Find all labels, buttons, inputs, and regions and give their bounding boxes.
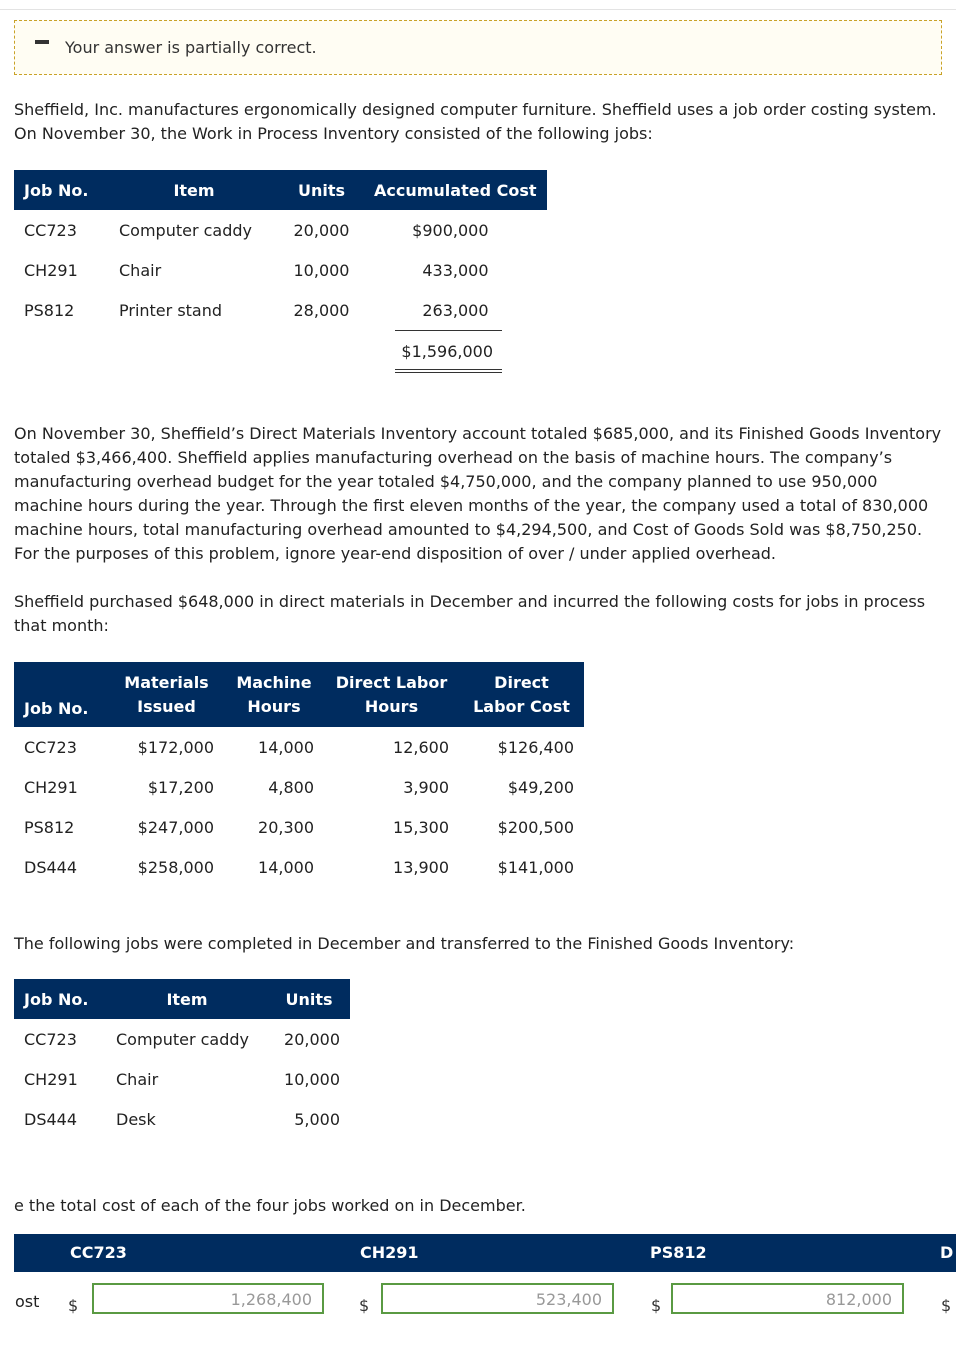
dec-header-machine: Machine Hours [224, 662, 324, 727]
table-row [14, 1019, 350, 1059]
completed-header-row [14, 979, 350, 1019]
table-row [14, 847, 584, 887]
table-cell: $247,000 [137, 817, 214, 837]
answer-col-ds444: D [940, 1243, 954, 1262]
table-cell: 13,900 [393, 857, 449, 877]
table-cell: 3,900 [403, 777, 449, 797]
wip-table [14, 170, 547, 330]
table-cell: $200,500 [497, 817, 574, 837]
total-double-underline [395, 369, 502, 373]
table-cell: $141,000 [497, 857, 574, 877]
table-cell: 12,600 [393, 737, 449, 757]
table-cell: CH291 [24, 1069, 78, 1089]
answer-col-ch291: CH291 [360, 1243, 419, 1262]
wip-header-cost: Accumulated Cost [364, 170, 547, 210]
table-cell: Computer caddy [116, 1029, 250, 1049]
overhead-paragraph: On November 30, Sheffield’s Direct Materials Inventory account totaled $685,000, and its Finished Goods Inventory totaled $3,466,400. Sheffield applies manufacturing overhead on the basis of machine hours. The company’s manufacturing overhead budget for the year totaled $4,750,000, and the company planned to use 950,000 machine hours during the year. Through the first eleven months of the year, the company used a total of 830,000 machine hours, total manufacturing overhead amounted to $4,294,500, and Cost of Goods Sold was $8,750,250. For the purposes of this problem, ignore year-end disposition of over / under applied overhead. [14, 424, 942, 563]
dec-header-row [14, 662, 584, 727]
table-cell: CC723 [24, 220, 77, 240]
cc723-cost-input[interactable]: 1,268,400 [92, 1283, 324, 1314]
ch291-cost-input[interactable]: 523,400 [381, 1283, 614, 1314]
table-cell: 20,000 [293, 220, 350, 240]
question-text: e the total cost of each of the four jobs worked on in December. [14, 1196, 526, 1215]
table-cell: CH291 [24, 777, 78, 797]
table-cell: CC723 [24, 1029, 77, 1049]
wip-header-row [14, 170, 547, 210]
table-cell: PS812 [24, 300, 75, 320]
wip-header-item: Item [109, 170, 279, 210]
completed-header-units: Units [268, 979, 350, 1019]
table-cell: Desk [116, 1109, 156, 1129]
table-cell: Computer caddy [119, 220, 253, 240]
wip-total: $1,596,000 [401, 342, 493, 361]
table-cell: 4,800 [268, 777, 314, 797]
dec-header-dl-hours: Direct Labor Hours [324, 662, 459, 727]
partial-indicator-icon [35, 40, 49, 44]
completed-jobs-table [14, 979, 350, 1139]
table-cell: DS444 [24, 1109, 78, 1129]
table-cell: CC723 [24, 737, 77, 757]
table-row [14, 210, 547, 250]
table-row [14, 290, 547, 330]
ps812-cost-input[interactable]: 812,000 [671, 1283, 904, 1314]
currency-symbol: $ [941, 1296, 952, 1315]
dec-header-dl-cost: Direct Labor Cost [459, 662, 584, 727]
table-cell: CH291 [24, 260, 78, 280]
table-cell: DS444 [24, 857, 78, 877]
table-cell: 10,000 [293, 260, 350, 280]
completed-header-item: Item [106, 979, 268, 1019]
subtotal-underline [395, 330, 502, 331]
completed-header-job: Job No. [14, 979, 106, 1019]
table-cell: $258,000 [137, 857, 214, 877]
completed-paragraph: The following jobs were completed in December and transferred to the Finished Goods Inventory: [14, 934, 795, 953]
table-cell: 14,000 [258, 857, 314, 877]
table-row [14, 727, 584, 767]
table-cell: PS812 [24, 817, 75, 837]
table-cell: $17,200 [147, 777, 214, 797]
feedback-banner [14, 20, 942, 75]
table-cell: $49,200 [507, 777, 574, 797]
table-cell: 15,300 [393, 817, 449, 837]
table-cell: 10,000 [284, 1069, 340, 1089]
table-cell: 20,000 [284, 1029, 340, 1049]
answer-col-ps812: PS812 [650, 1243, 707, 1262]
table-row [14, 250, 547, 290]
december-costs-table [14, 662, 584, 887]
purchases-paragraph: Sheffield purchased $648,000 in direct materials in December and incurred the following costs for jobs in process that month: [14, 592, 926, 635]
currency-symbol: $ [651, 1296, 662, 1315]
currency-symbol: $ [68, 1296, 79, 1315]
table-cell: $172,000 [137, 737, 214, 757]
dec-header-materials: Materials Issued [109, 662, 224, 727]
top-divider [0, 9, 956, 10]
wip-header-job: Job No. [14, 170, 109, 210]
currency-symbol: $ [359, 1296, 370, 1315]
table-cell: Chair [116, 1069, 159, 1089]
table-cell: 263,000 [422, 300, 489, 320]
table-row [14, 767, 584, 807]
table-cell: 28,000 [293, 300, 350, 320]
wip-header-units: Units [279, 170, 364, 210]
answer-row-label: ost [15, 1292, 40, 1311]
table-cell: $126,400 [497, 737, 574, 757]
answer-header-bar [14, 1234, 956, 1272]
table-cell: 20,300 [258, 817, 314, 837]
intro-paragraph: Sheffield, Inc. manufactures ergonomically designed computer furniture. Sheffield uses a job order costing system. On November 30, the Work in Process Inventory consisted of the following jobs: [14, 100, 937, 143]
feedback-message: Your answer is partially correct. [65, 38, 317, 57]
table-row [14, 1059, 350, 1099]
table-cell: $900,000 [412, 220, 489, 240]
table-cell: Chair [119, 260, 162, 280]
table-cell: 14,000 [258, 737, 314, 757]
table-cell: 433,000 [422, 260, 489, 280]
table-cell: 5,000 [294, 1109, 340, 1129]
answer-col-cc723: CC723 [70, 1243, 127, 1262]
table-row [14, 1099, 350, 1139]
table-row [14, 807, 584, 847]
table-cell: Printer stand [119, 300, 223, 320]
dec-header-job: Job No. [14, 662, 109, 727]
